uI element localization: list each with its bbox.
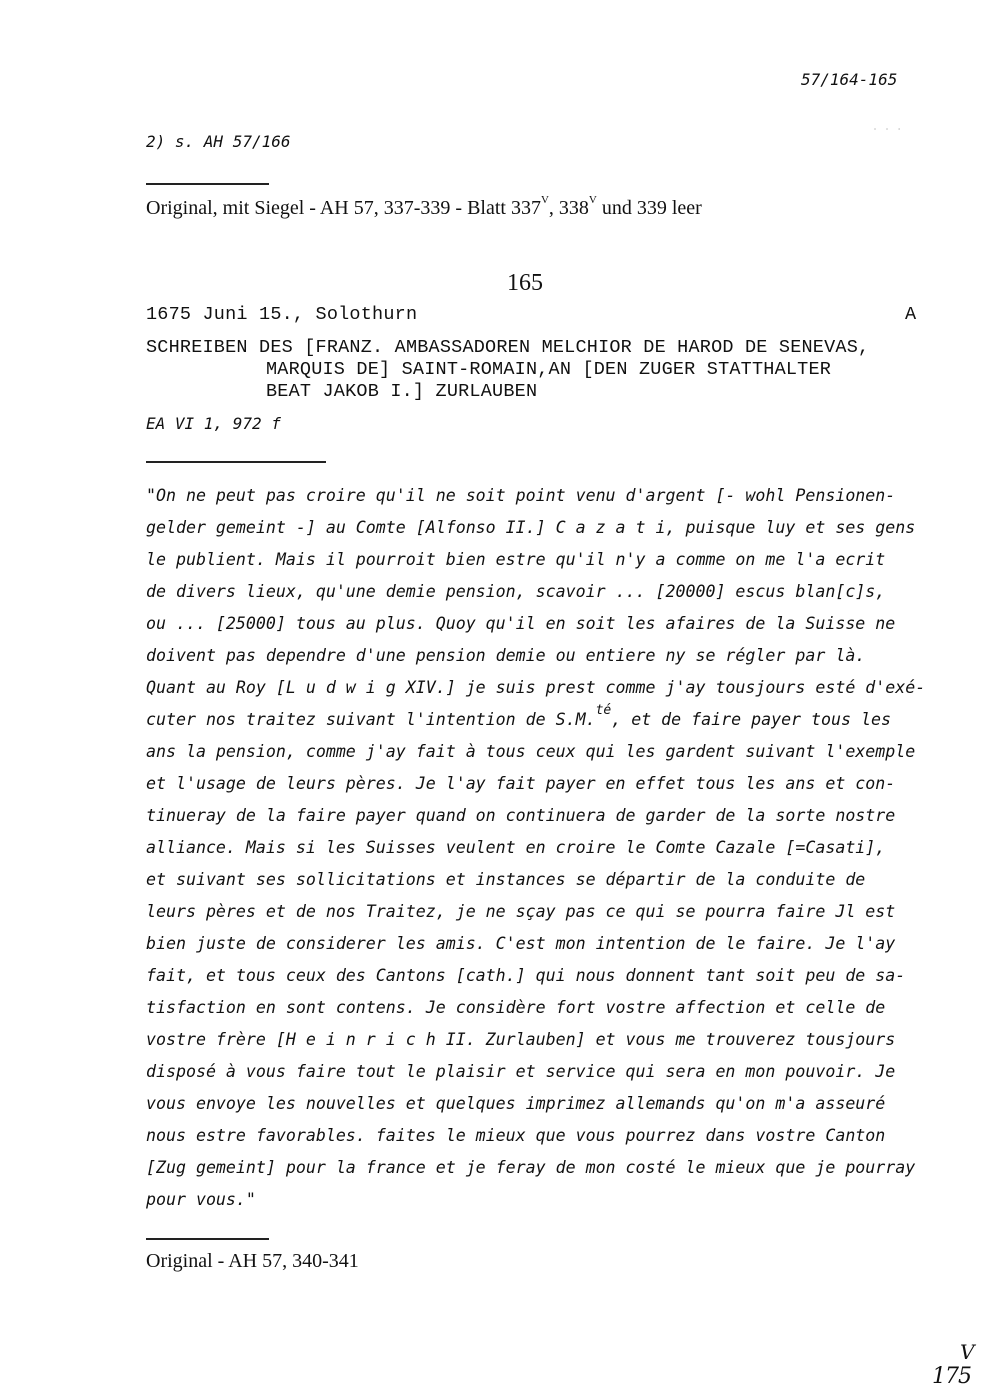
source-line-original-2: Original - AH 57, 340-341	[146, 1250, 359, 1272]
separator-rule	[146, 183, 269, 185]
handwritten-number: 175	[932, 1364, 971, 1389]
body-line: alliance. Mais si les Suisses veulent en croire le Comte Cazale [=Casati],	[146, 838, 886, 857]
source-text-b: , 338	[548, 197, 589, 219]
body-line: nous estre favorables. faites le mieux que vous pourrez dans vostre Canton	[146, 1126, 886, 1145]
body-line: vostre frère [H e i n r i c h II. Zurlauben] et vous me trouverez tousjours	[146, 1030, 896, 1049]
body-line: pour vous."	[146, 1190, 256, 1209]
body-line: ou ... [25000] tous au plus. Quoy qu'il en soit les afaires de la Suisse ne	[146, 614, 896, 633]
edition-reference: EA VI 1, 972 f	[146, 414, 281, 433]
body-line: vous envoye les nouvelles et quelques imprimez allemands qu'on m'a asseuré	[146, 1094, 886, 1113]
heading-line: MARQUIS DE] SAINT-ROMAIN,AN [DEN ZUGER STATTHALTER	[266, 359, 832, 380]
body-line: tinueray de la faire payer quand on continuera de garder de la sorte nostre	[146, 806, 896, 825]
body-line: et l'usage de leurs pères. Je l'ay fait payer en effet tous les ans et con-	[146, 774, 896, 793]
body-line: tisfaction en sont contens. Je considère fort vostre affection et celle de	[146, 998, 886, 1017]
body-line: le publient. Mais il pourroit bien estre qu'il n'y a comme on me l'a ecrit	[146, 550, 886, 569]
body-line: ans la pension, comme j'ay fait à tous ceux qui les gardent suivant l'exemple	[146, 742, 916, 761]
separator-rule	[146, 461, 326, 463]
separator-rule	[146, 1238, 269, 1240]
source-line-original	[146, 194, 702, 220]
footnote-reference: 2) s. AH 57/166	[146, 132, 291, 151]
body-line: [Zug gemeint] pour la france et je feray de mon costé le mieux que je pourray	[146, 1158, 916, 1177]
body-segment: , et de faire payer tous les	[611, 710, 891, 729]
body-line: de divers lieux, qu'une demie pension, scavoir ... [20000] escus blan[c]s,	[146, 582, 886, 601]
body-line: et suivant ses sollicitations et instances se départir de la conduite de	[146, 870, 866, 889]
body-line: "On ne peut pas croire qu'il ne soit point venu d'argent [- wohl Pensionen-	[146, 486, 896, 505]
source-text-c: und 339 leer	[596, 197, 702, 219]
document-number: 165	[507, 270, 543, 296]
body-line: disposé à vous faire tout le plaisir et service qui sera en mon pouvoir. Je	[146, 1062, 896, 1081]
handwritten-check: V	[960, 1340, 975, 1364]
body-line	[146, 703, 891, 729]
verso-mark: V	[540, 194, 549, 207]
body-line: leurs pères et de nos Traitez, je ne sçay pas ce qui se pourra faire Jl est	[146, 902, 896, 921]
heading-line: SCHREIBEN DES [FRANZ. AMBASSADOREN MELCHIOR DE HAROD DE SENEVAS,	[146, 337, 870, 358]
letter-marker: A	[905, 304, 917, 325]
verso-mark: V	[588, 194, 597, 207]
stray-marks: ˙ ˙ ˙	[872, 128, 903, 139]
heading-line: BEAT JAKOB I.] ZURLAUBEN	[266, 381, 538, 402]
body-line: bien juste de considerer les amis. C'est mon intention de le faire. Je l'ay	[146, 934, 896, 953]
body-line: doivent pas dependre d'une pension demie ou entiere ny se régler par là.	[146, 646, 866, 665]
body-line: gelder gemeint -] au Comte [Alfonso II.] C a z a t i, puisque luy et ses gens	[146, 518, 916, 537]
page-reference: 57/164-165	[801, 70, 898, 89]
body-line: fait, et tous ceux des Cantons [cath.] qui nous donnent tant soit peu de sa-	[146, 966, 906, 985]
body-line: Quant au Roy [L u d w i g XIV.] je suis prest comme j'ay tousjours esté d'exé-	[146, 678, 926, 697]
source-text-a: Original, mit Siegel - AH 57, 337-339 - Blatt 337	[146, 197, 541, 219]
date-place: 1675 Juni 15., Solothurn	[146, 304, 418, 325]
superscript-te: té	[595, 703, 612, 718]
body-segment: cuter nos traitez suivant l'intention de S.M.	[146, 710, 596, 729]
